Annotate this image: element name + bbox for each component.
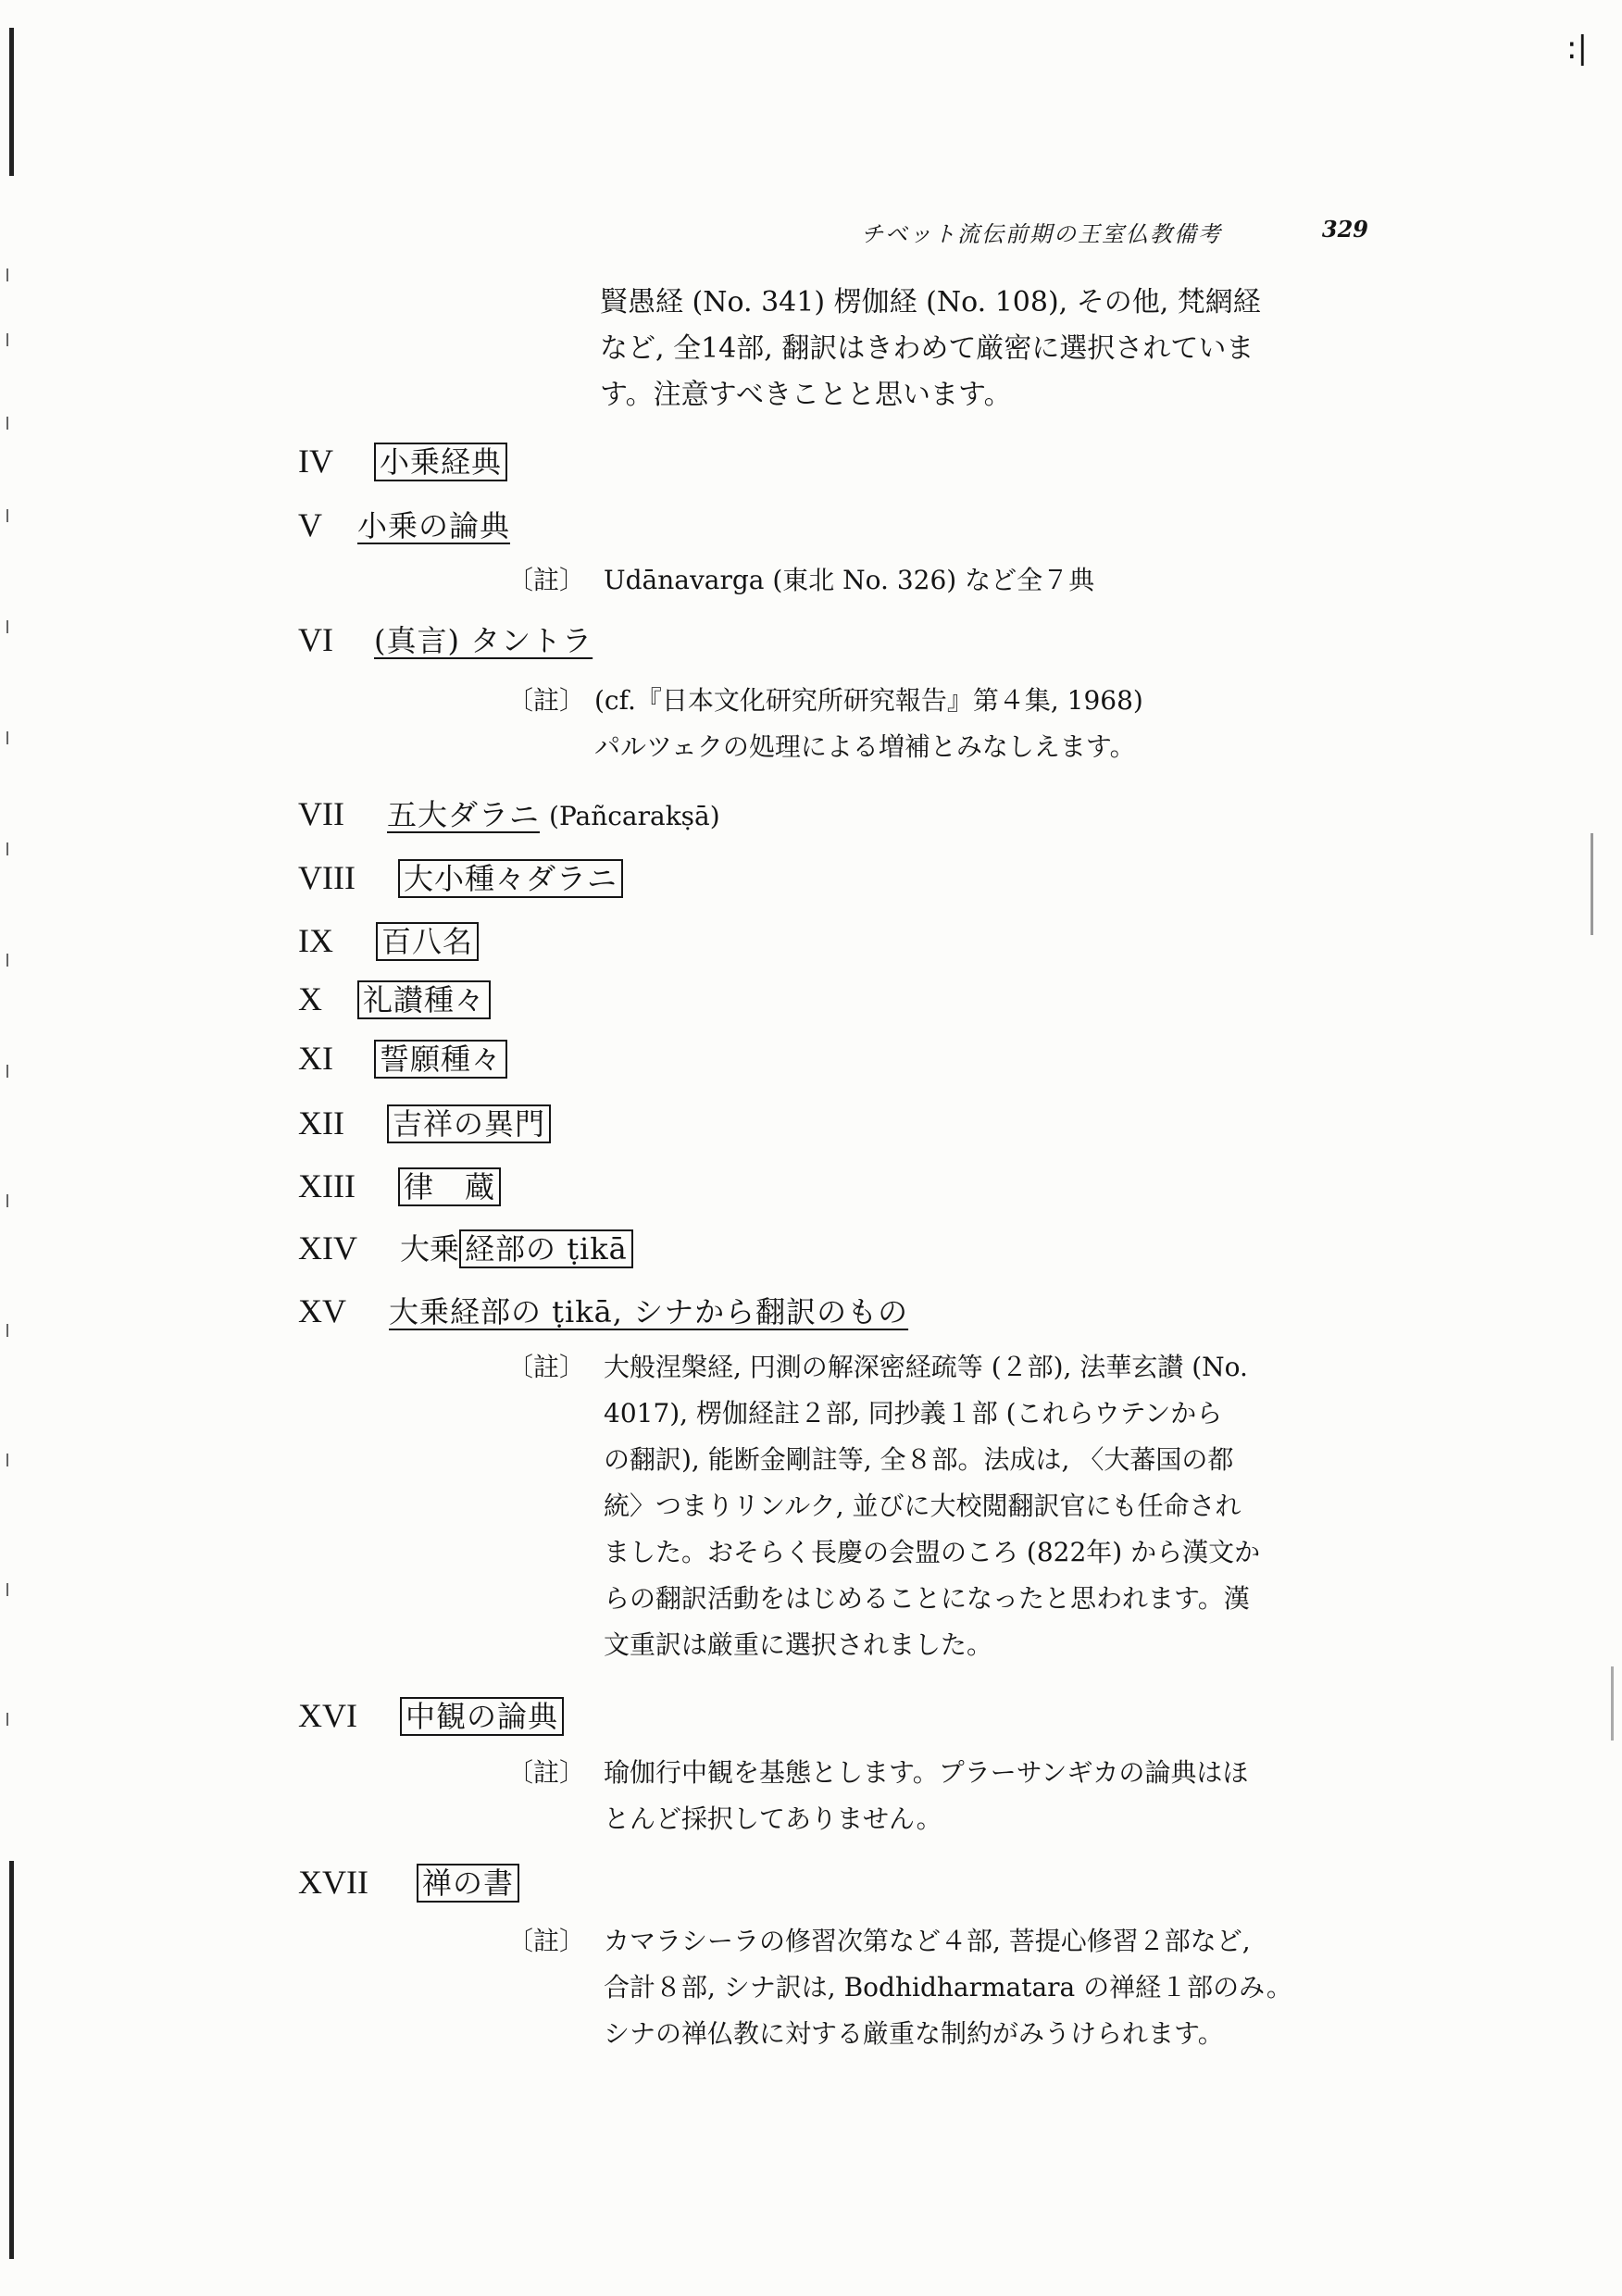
category-label: 百八名: [376, 922, 479, 961]
roman-numeral: XV: [298, 1292, 346, 1329]
category-item: [298, 1290, 908, 1332]
category-item: [298, 792, 720, 835]
note-mark: 〔註〕: [507, 1926, 586, 1956]
running-title: チベット流伝前期の王室仏教備考: [861, 221, 1222, 247]
annotation-note: [507, 1918, 1396, 2057]
roman-numeral: XVI: [298, 1697, 357, 1734]
category-label: 小乗の論典: [357, 508, 511, 543]
note-line: 統〉つまりリンルク, 並びに大校閲翻訳官にも任命され: [604, 1491, 1241, 1521]
note-line: 合計８部, シナ訳は, Bodhidharmatara の禅経１部のみ。: [604, 1972, 1292, 2003]
note-line: 文重訳は厳重に選択されました。: [604, 1629, 993, 1660]
roman-numeral: V: [298, 506, 322, 543]
category-prefix: 大乗: [400, 1231, 460, 1267]
note-mark: 〔註〕: [507, 1757, 586, 1788]
annotation-note: [507, 1344, 1396, 1668]
category-label: 禅の書: [417, 1864, 519, 1903]
roman-numeral: IV: [298, 443, 333, 480]
roman-numeral: XVII: [298, 1864, 368, 1901]
note-line: シナの禅仏教に対する厳重な制約がみうけられます。: [604, 2018, 1224, 2049]
category-item: [298, 440, 507, 482]
category-label: 中観の論典: [400, 1697, 564, 1736]
category-item: [298, 504, 510, 546]
category-item: [298, 1102, 551, 1144]
category-label: 経部の ṭikā: [459, 1229, 633, 1268]
category-label: (真言) タントラ: [374, 623, 593, 658]
category-label: 誓願種々: [374, 1040, 507, 1079]
note-mark: 〔註〕: [507, 1352, 586, 1382]
note-line: 瑜伽行中観を基態とします。プラーサンギカの論典はほ: [604, 1757, 1249, 1788]
note-line: とんど採択してありません。: [604, 1803, 942, 1834]
annotation-note: [507, 557, 1396, 604]
scan-speck: [1591, 833, 1593, 935]
roman-numeral: XI: [298, 1040, 333, 1077]
note-line: パルツェクの処理による増補とみなしえます。: [594, 731, 1136, 762]
roman-numeral: VIII: [298, 859, 356, 896]
running-header: [861, 216, 1368, 253]
category-label: 小乗経典: [374, 443, 507, 481]
text-line: など, 全14部, 翻訳はきわめて厳密に選択されていま: [600, 332, 1254, 365]
text-line: 賢愚経 (No. 341) 楞伽経 (No. 108), その他, 梵網経: [600, 286, 1261, 318]
intro-paragraph: [600, 280, 1378, 418]
category-label: 五大ダラニ: [387, 797, 541, 832]
category-label: 吉祥の異門: [387, 1104, 551, 1143]
annotation-note: [507, 1750, 1396, 1842]
category-item: [298, 978, 491, 1020]
category-item: [298, 1165, 501, 1207]
text-line: す。注意すべきことと思います。: [600, 379, 1012, 411]
category-item: [298, 1694, 564, 1737]
top-mark: :|: [1566, 30, 1588, 67]
scan-speck: [1611, 1666, 1614, 1741]
category-label: 大小種々ダラニ: [398, 859, 623, 898]
category-item: [298, 618, 593, 661]
category-label: 大乗経部の ṭikā, シナから翻訳のもの: [389, 1294, 909, 1329]
note-line: 4017), 楞伽経註２部, 同抄義１部 (これらウテンから: [604, 1398, 1223, 1429]
sanskrit-title: (Pañcarakṣā): [549, 801, 720, 831]
roman-numeral: XIII: [298, 1167, 356, 1204]
scan-edge: [0, 28, 17, 2287]
annotation-note: [507, 678, 1396, 770]
note-mark: 〔註〕: [507, 565, 586, 595]
note-line: Udānavarga (東北 No. 326) など全７典: [604, 565, 1095, 595]
roman-numeral: VI: [298, 621, 333, 658]
category-item: [298, 856, 623, 899]
category-item: [298, 1227, 633, 1269]
category-item: [298, 1037, 507, 1079]
category-item: [298, 1861, 519, 1903]
roman-numeral: VII: [298, 795, 344, 832]
roman-numeral: IX: [298, 922, 333, 959]
page-number: 329: [1321, 216, 1368, 243]
roman-numeral: XIV: [298, 1229, 357, 1267]
note-line: らの翻訳活動をはじめることになったと思われます。漢: [604, 1583, 1250, 1614]
roman-numeral: XII: [298, 1104, 344, 1142]
note-mark: 〔註〕: [507, 685, 586, 716]
note-line: (cf.『日本文化研究所研究報告』第４集, 1968): [594, 685, 1143, 716]
note-line: カマラシーラの修習次第など４部, 菩提心修習２部など,: [604, 1926, 1251, 1956]
category-label: 礼讃種々: [357, 980, 491, 1019]
category-item: [298, 919, 479, 962]
roman-numeral: X: [298, 980, 322, 1017]
category-label: 律 蔵: [398, 1167, 501, 1206]
note-line: の翻訳), 能断金剛註等, 全８部。法成は, 〈大蕃国の都: [604, 1444, 1234, 1475]
note-line: ました。おそらく長慶の会盟のころ (822年) から漢文か: [604, 1537, 1261, 1567]
note-line: 大般涅槃経, 円測の解深密経疏等 (２部), 法華玄讃 (No.: [604, 1352, 1248, 1382]
